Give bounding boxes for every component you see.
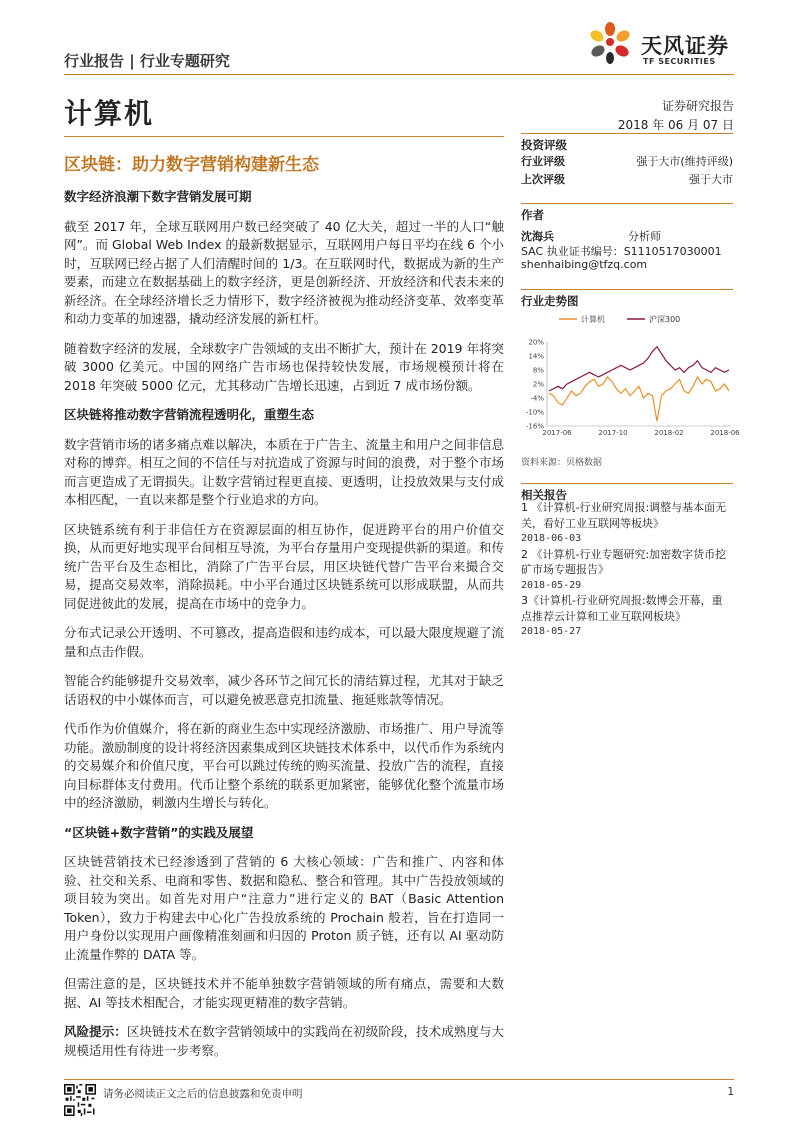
paragraph: 分布式记录公开透明、不可篡改，提高造假和违约成本，可以最大限度规避了流量和点击作假。 [64,625,504,659]
rating-title: 投资评级 [521,133,733,153]
paragraph: 数字营销市场的诸多痛点难以解决，本质在于广告主、流量主和用户之间非信息对称的博弈。相互之间的不信任与对抗造成了资源与时间的浪费，对于整个市场而言更造成了无谓损失。让数字营销过程更直接、更透明，让投放效果与支付成本相匹配，一直以来都是整个行业追求的方向。 [64,436,504,507]
related-item-date: 2018-06-03 [521,533,582,544]
paragraph: 代币作为价值媒介，将在新的商业生态中实现经济激励、市场推广、用户导流等功能。激励制度的设计将经济因素集成到区块链技术体系中，以代币作为系统内的交易媒介和价值尺度，平台可以跳过传统的购买流量、投放广告的流程，直接向目标群体支付费用。代币让整个系统的联系更加紧密，能够优化整个流量市场中的经济激励，刺激内生增长与转化。 [64,721,504,810]
risk-label: 风险提示： [64,1024,127,1039]
section-heading: 区块链将推动数字营销流程透明化，重塑生态 [64,407,315,422]
related-item-text[interactable]: 1 《计算机-行业研究周报:调整与基本面无关，看好工业互联网等板块》 [521,501,727,530]
related-item[interactable] [521,547,733,594]
section-heading: 数字经济浪潮下数字营销发展可期 [64,189,252,204]
y-tick-label: -4% [530,394,544,403]
related-title: 相关报告 [521,483,733,503]
paragraph: 区块链系统有利于非信任方在资源层面的相互协作，促进跨平台的用户价值交换，从而更好地实现平台间相互导流，为平台存量用户变现提供新的渠道。和传统广告平台及生态相比，消除了广告平台层，用区块链代替广告平台来撮合交易，提高交易效率，消除损耗。中小平台通过区块链系统可以形成联盟，从而共同促进彼此的发展，提高在市场中的竞争力。 [64,521,504,611]
related-item-date: 2018-05-29 [521,579,582,591]
chart-source: 资料来源：贝格数据 [521,458,603,468]
y-tick-label: 8% [532,366,544,375]
related-item-text[interactable]: 3《计算机-行业研究周报:数博会开幕，重点推荐云计算和工业互联网板块》 [521,594,723,623]
logo-text: 天风证券 [641,34,729,58]
rating-label: 行业评级 [521,155,565,168]
title-divider [64,136,504,137]
report-title: 区块链：助力数字营销构建新生态 [64,155,319,175]
trend-chart [521,310,740,445]
related-item[interactable] [521,500,733,547]
sidebar [521,133,733,309]
related-item-text[interactable]: 2 《计算机-行业专题研究:加密数字货币挖矿市场专题报告》 [521,547,727,576]
legend-label: 沪深300 [649,315,681,324]
y-tick-label: 2% [532,380,544,389]
x-tick-label: 2017-10 [598,429,628,437]
related-item-date: 2018-05-27 [521,626,582,637]
author-name: 沈海兵 [521,230,554,243]
legend-label: 计算机 [581,315,605,324]
x-tick-label: 2017-06 [542,429,572,437]
logo-text-en: TF SECURITIES [643,57,716,66]
series-line [549,377,729,421]
risk-warning [64,1023,504,1060]
paragraph: 随着数字经济的发展，全球数字广告领域的支出不断扩大，预计在 2019 年将突破 3000 亿美元。中国的网络广告市场也保持较快发展，市场规模预计将在 2018 年突破 5000 亿元，尤其移动广告增长迅速，占到近 7 成市场份额。 [64,340,504,393]
author-cert: SAC 执业证书编号：S1110517030001 [521,245,722,258]
rating-row [521,153,733,171]
main-content [64,188,504,1071]
trend-title: 行业走势图 [521,289,733,309]
rating-value: 强于大市(维持评级) [636,155,733,168]
x-tick-label: 2018-06 [710,429,740,437]
author-block [521,229,733,271]
risk-text: 区块链技术在数字营销领域中的实践尚在初级阶段，技术成熟度与大规模适用性有待进一步考察。 [64,1024,504,1058]
x-tick-label: 2018-02 [654,429,684,437]
author-title: 作者 [521,203,733,223]
page-number: 1 [727,1086,734,1098]
sector-title: 计算机 [64,97,155,130]
report-date: 2018 年 06 月 07 日 [617,118,734,132]
y-tick-label: -10% [525,408,544,417]
tf-logo-icon [580,20,640,70]
report-type: 证券研究报告 [661,99,734,113]
paragraph: 但需注意的是，区块链技术并不能单独数字营销领域的所有痛点，需要和大数据、AI 等技术相配合，才能实现更精准的数字营销。 [64,976,504,1010]
related-list [521,500,733,640]
paragraph: 区块链营销技术已经渗透到了营销的 6 大核心领域：广告和推广、内容和体验、社交和关系、电商和零售、数据和隐私、整合和管理。其中广告投放领域的项目较为突出。如首先对用户“注意力”进行定义的 BAT（Basic Attention Token），致力于构建去中心化广告投放系统的 Prochain 般若，旨在打造同一用户身份以实现用户画像精准刻画和归因的 Proton 质子链，还有以 AI 驱动防止流量作弊的 DATA 等。 [64,854,504,962]
report-category: 行业报告 | 行业专题研究 [64,52,230,70]
prev-rating-label: 上次评级 [521,173,565,186]
y-tick-label: 20% [528,338,544,347]
prev-rating-row [521,171,733,189]
footer-divider [64,1079,734,1080]
qr-code-icon [64,1084,96,1116]
related-item[interactable] [521,593,733,640]
footer-disclaimer: 请务必阅读正文之后的信息披露和免责申明 [103,1088,303,1100]
header-divider [64,74,734,75]
y-tick-label: 14% [528,352,544,361]
prev-rating-value: 强于大市 [689,173,733,186]
author-role: 分析师 [628,230,661,243]
paragraph: 智能合约能够提升交易效率，减少各环节之间冗长的清结算过程，尤其对于缺乏话语权的中小媒体而言，可以避免被恶意克扣流量、拖延账款等情况。 [64,673,504,707]
author-email[interactable]: shenhaibing@tfzq.com [521,258,648,271]
paragraph: 截至 2017 年，全球互联网用户数已经突破了 40 亿大关，超过一半的人口“触网”。而 Global Web Index 的最新数据显示，互联网用户每日平均在线 6 个小时，互联网已经占据了人们清醒时间的 1/3。在互联网时代，数据成为新的生产要素，而建立在数据基础上的数字经济，更是创新经济、开放经济和代表未来的新经济。在全球经济增长乏力情形下，数字经济被视为推动经济变革、效率变革和动力变革的加速器，撬动经济发展的新杠杆。 [64,218,504,326]
y-tick-label: -16% [525,422,544,431]
section-heading: “区块链+数字营销”的实践及展望 [64,824,254,840]
